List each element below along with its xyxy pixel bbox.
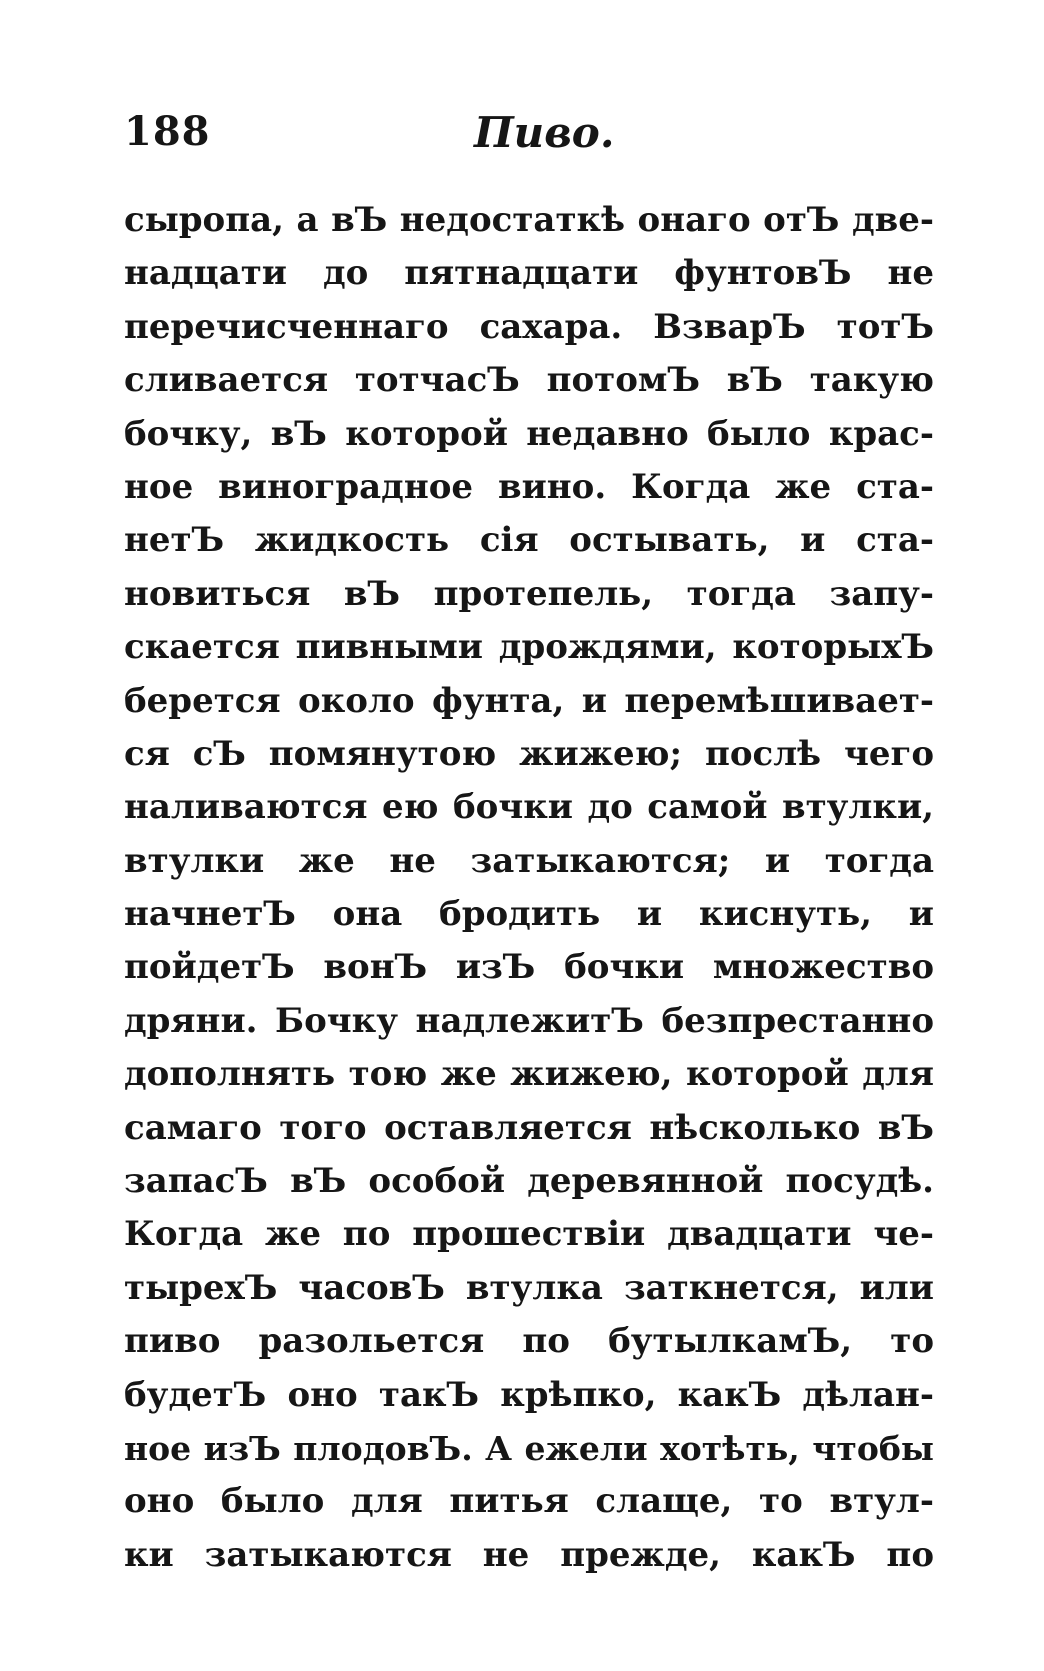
text-line: Когда же по прошествіи двадцати че- — [124, 1214, 934, 1255]
text-line: дополнять тою же жижею, которой для — [124, 1054, 934, 1095]
running-head — [124, 108, 934, 168]
text-line: самаго того оставляется нѣсколько вЪ — [124, 1107, 934, 1148]
text-line: запасЪ вЪ особой деревянной посудѣ. — [124, 1161, 934, 1202]
text-line: тырехЪ часовЪ втулка заткнется, или — [124, 1267, 934, 1308]
text-line: новиться вЪ протепель, тогда запу- — [124, 573, 934, 614]
text-line: будетЪ оно такЪ крѣпко, какЪ дѣлан- — [124, 1374, 934, 1415]
text-line: нетЪ жидкость сія остывать, и ста- — [124, 520, 934, 561]
text-line: надцати до пятнадцати фунтовЪ не — [124, 253, 934, 294]
text-line: пиво разольется по бутылкамЪ, то — [124, 1321, 934, 1362]
text-line: сливается тотчасЪ потомЪ вЪ такую — [124, 360, 934, 401]
text-line: ное изЪ плодовЪ. А ежели хотѣть, чтобы — [124, 1428, 934, 1468]
text-line: пойдетЪ вонЪ изЪ бочки множество — [124, 947, 934, 988]
text-line: ки затыкаются не прежде, какЪ по — [124, 1534, 934, 1575]
text-line: сыропа, а вЪ недостаткѣ онаго отЪ две- — [124, 200, 934, 240]
page-number: 188 — [124, 108, 211, 155]
text-line: ся сЪ помянутою жижею; послѣ чего — [124, 733, 934, 774]
text-line: оно было для питья слаще, то втул- — [124, 1481, 934, 1522]
text-line: дряни. Бочку надлежитЪ безпрестанно — [124, 1000, 934, 1041]
text-line: перечисченнаго сахара. ВзварЪ тотЪ — [124, 306, 934, 347]
text-line: ное виноградное вино. Когда же ста- — [124, 466, 934, 507]
text-line: бочку, вЪ которой недавно было крас- — [124, 413, 934, 454]
text-line: втулки же не затыкаются; и тогда — [124, 840, 934, 881]
text-line: берется около фунта, и перемѣшивает- — [124, 680, 934, 721]
text-line: начнетЪ она бродить и киснуть, и — [124, 894, 934, 935]
body-text — [124, 194, 934, 1582]
running-title: Пиво. — [474, 108, 615, 157]
text-line: наливаются ею бочки до самой втулки, — [124, 787, 934, 828]
text-line: скается пивными дрождями, которыхЪ — [124, 627, 934, 668]
